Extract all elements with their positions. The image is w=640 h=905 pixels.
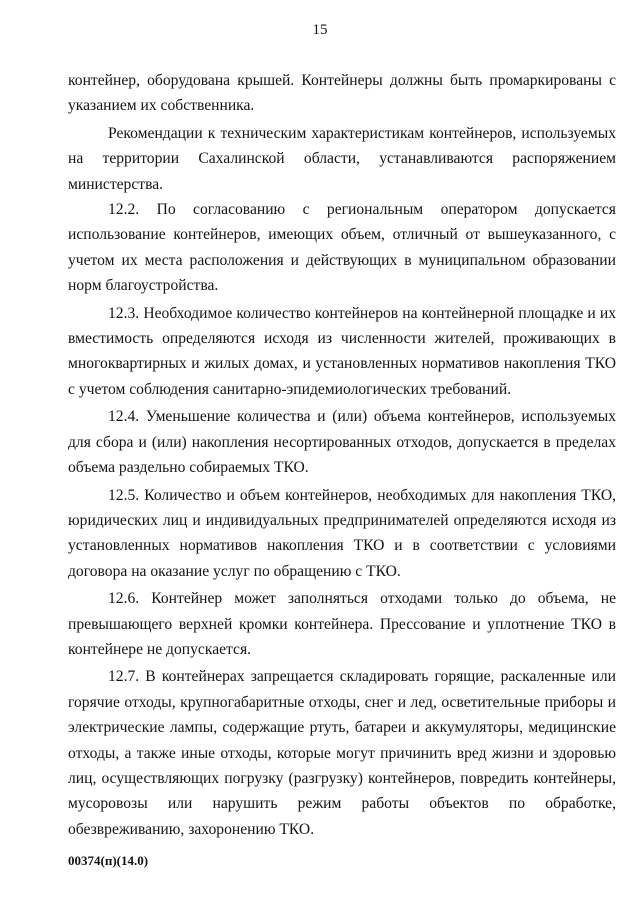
document-body [68,68,616,842]
paragraph-continuation: контейнер, оборудована крышей. Контейнеры должны быть промаркированы с указанием их собственника. [68,72,616,115]
paragraph-12-2: 12.2. По согласованию с региональным оператором допускается использование контейнеров, имеющих объем, отличный от вышеуказанного, с учетом их места расположения и действующих в муниципальном образовании норм благоустройства. [68,201,616,295]
paragraph-12-7: 12.7. В контейнерах запрещается складировать горящие, раскаленные или горячие отходы, крупногабаритные отходы, снег и лед, осветительные приборы и электрические лампы, содержащие ртуть, батареи и аккумуляторы, медицинские отходы, а также иные отходы, которые могут причинить вред жизни и здоровью лиц, осуществляющих погрузку (разгрузку) контейнеров, повредить контейнеры, мусоровозы или нарушить режим работы объектов по обработке, обезвреживанию, захоронению ТКО. [68,668,616,838]
paragraph-12-3: 12.3. Необходимое количество контейнеров на контейнерной площадке и их вместимость определяются исходя из численности жителей, проживающих в многоквартирных и жилых домах, и установленных нормативов накопления ТКО с учетом соблюдения санитарно-эпидемиологических требований. [68,304,616,398]
paragraph-12-5: 12.5. Количество и объем контейнеров, необходимых для накопления ТКО, юридических лиц и индивидуальных предпринимателей определяются исходя из установленных нормативов накопления ТКО и в соответствии с условиями договора на оказание услуг по обращению с ТКО. [68,486,616,580]
paragraph-recommendations: Рекомендации к техническим характеристикам контейнеров, используемых на территории Сахалинской области, устанавливаются распоряжением министерства. [68,124,616,193]
paragraph-12-6: 12.6. Контейнер может заполняться отходами только до объема, не превышающего верхней кромки контейнера. Прессование и уплотнение ТКО в контейнере не допускается. [68,590,616,658]
page-number: 15 [312,22,328,38]
document-code: 00374(п)(14.0) [68,853,149,868]
paragraph-12-4: 12.4. Уменьшение количества и (или) объема контейнеров, используемых для сбора и (или) накопления несортированных отходов, допускается в пределах объема раздельно собираемых ТКО. [68,408,616,477]
